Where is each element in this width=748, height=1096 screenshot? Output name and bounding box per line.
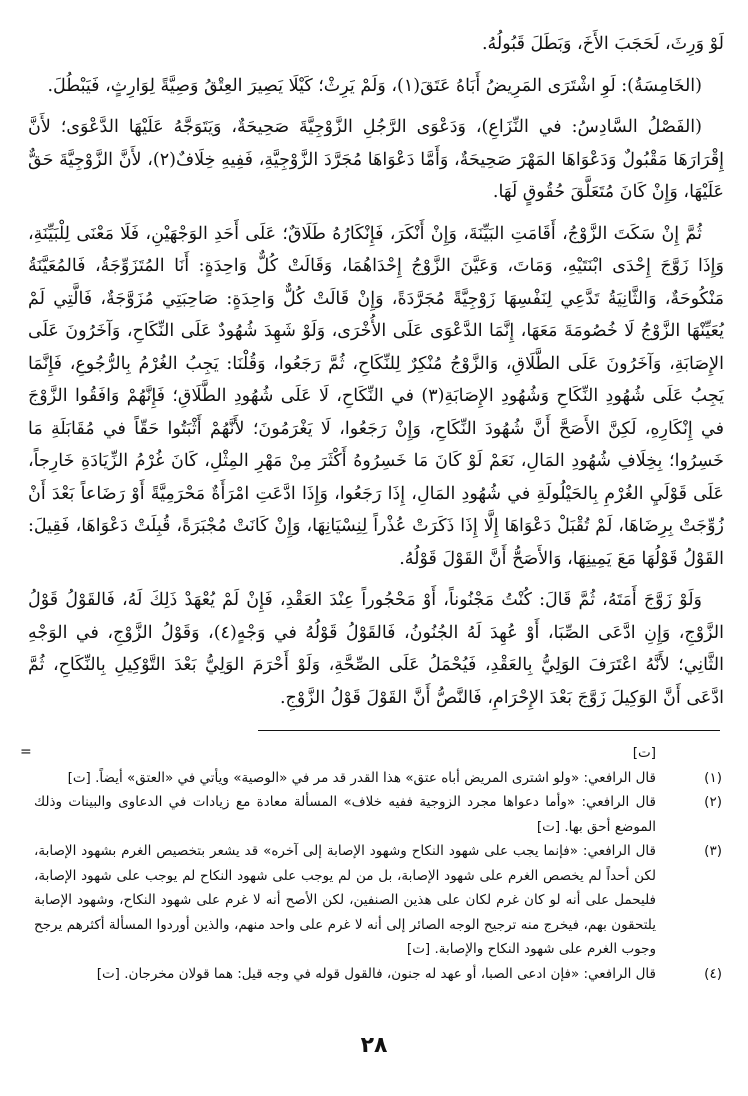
- footnote-continuation-marker: =: [20, 744, 32, 760]
- footnote-number: (٣): [704, 843, 722, 859]
- paragraph-chapter-six: (الفَصْلُ السَّادِسُ: في النِّزَاعِ)، وَدَعْوَى الرَّجُلِ الزَّوْجِيَّةَ صَحِيحَةٌ، وَيَتَوَجَّهُ عَلَيْهَا الدَّعْوَى؛ لأَنَّ إِقْرَارَهَا مَقْبُولٌ وَدَعْوَاهَا المَهْرَ صَحِيحَةٌ، وَأَمَّا دَعْوَاهَا مُجَرَّدَ الزَّوْجِيَّةِ، فَفِيهِ خِلَافٌ(٢)، لأَنَّ الزَّوْجِيَّةَ حَقٌّ عَلَيْهَا، وَإِنْ كَانَ مُتَعَلَّقَ حُقُوقٍ لَهَا.: [28, 117, 724, 202]
- paragraph-husband-silence: ثُمَّ إِنْ سَكَتَ الزَّوْجُ، أَقَامَتِ البَيِّنَةَ، وَإِنْ أَنْكَرَ، فَإِنْكَارُهُ طَلَاقٌ؛ عَلَى أَحَدِ الوَجْهَيْنِ، فَلَا مَعْنَى لِلْبَيِّنَةِ، وَإِذَا زَوَّجَ إِحْدَى ابْنَتَيْهِ، وَمَاتَ، وَعَيَّنَ الزَّوْجُ إِحْدَاهُمَا، وَقَالَتْ كُلٌّ وَاحِدَةٍ: أَنَا المُتَزَوِّجَةُ، فَالمُعَيَّنَةُ مَنْكُوحَةٌ، وَالثَّانِيَةُ تَدَّعِي لِنَفْسِهَا زَوْجِيَّةً مُجَرَّدَةً، وَإِنْ قَالَتْ كُلٌّ وَاحِدَةٍ: صَاحِبَتِي مُزَوَّجَةٌ، فَالَّتِي لَمْ يُعَيِّنْهَا الزَّوْجُ لَا خُصُومَةَ مَعَهَا، إِنَّمَا الدَّعْوَى عَلَى الأُخْرَى، وَلَوْ شَهِدَ شُهُودٌ عَلَى النِّكَاحِ، وَآخَرُونَ عَلَى الإِصَابَةِ، وَآخَرُونَ عَلَى الطَّلَاقِ، وَالزَّوْجُ مُنْكِرٌ لِلنِّكَاحِ، ثُمَّ رَجَعُوا، وَقُلْنَا: يَجِبُ الغُرْمُ بِالرُّجُوعِ، فَإِنَّمَا يَجِبُ عَلَى شُهُودِ النِّكَاحِ وَشُهُودِ الإِصَابَةِ(٣) في النِّكَاحِ، لَا عَلَى شُهُودِ الطَّلَاقِ؛ فَإِنَّهُمْ وَافَقُوا الزَّوْجَ في إِنْكَارِهِ، لَكِنَّ الأَصَحَّ أَنَّ شُهُودَ النِّكَاحِ، وَإِنْ رَجَعُوا، لَا يَغْرَمُونَ؛ لأَنَّهُمْ أَثْبَتُوا حَقّاً في مُقَابَلَةِ مَا خَسِرُوا؛ بِخِلَافِ شُهُودِ المَالِ، نَعَمْ لَوْ كَانَ مَا خَسِرُوهُ أَكْثَرَ مِنْ مَهْرِ المِثْلِ، كَانَ غُرْمُ الزِّيَادَةِ خَارِجاً، عَلَى قَوْلَيِ الغُرْمِ بِالحَيْلُولَةِ في شُهُودِ المَالِ، إِذَا رَجَعُوا، وَإِذَا ادَّعَتِ امْرَأَةٌ مَحْرَمِيَّةً أَوْ رَضَاعاً بَعْدَ أَنْ زُوِّجَتْ بِرِضَاهَا، لَمْ تُقْبَلْ دَعْوَاهَا إِلَّا إِذَا ذَكَرَتْ عُذْراً لِنِسْيَانِهَا، وَإِنْ كَانَتْ مُجْبَرَةً، قُبِلَتْ دَعْوَاهَا، فَقِيلَ: القَوْلُ قَوْلُهَا مَعَ يَمِينِهَا، وَالأَصَحُّ أَنَّ القَوْلَ قَوْلُهُ.: [28, 223, 724, 569]
- paragraph-fifth-issue: (الخَامِسَةُ): لَوِ اشْتَرَى المَرِيضُ أَبَاهُ عَتَقَ(١)، وَلَمْ يَرِثْ؛ كَيْلَا يَصِيرَ العِتْقُ وَصِيَّةً لِوَارِثٍ، فَيَبْطُلَ.: [47, 75, 702, 96]
- footnote-number: (٤): [704, 965, 722, 982]
- main-text-body: [28, 28, 724, 723]
- footnote-carry-over: [ت]: [632, 745, 656, 761]
- footnotes-section: [34, 741, 722, 986]
- paragraph-slave-marriage: وَلَوْ زَوَّجَ أَمَتَهُ، ثُمَّ قَالَ: كُنْتُ مَجْنُوناً، أَوْ مَحْجُوراً عِنْدَ العَقْدِ، فَإِنْ لَمْ يُعْهَدْ ذَلِكَ لَهُ، فَالقَوْلُ قَوْلُ الزَّوْجِ، وَإِنِ ادَّعَى الصِّبَا، أَوْ عُهِدَ لَهُ الجُنُونُ، فَالقَوْلُ قَوْلُهُ في وَجْهٍ(٤)، وَقَوْلُ الزَّوْجِ، في الوَجْهِ الثَّانِي؛ لأَنَّهُ اعْتَرَفَ الوَلِيُّ بِالعَقْدِ، فَيُحْمَلُ عَلَى الصِّحَّةِ، وَلَوْ أَحْرَمَ الوَلِيُّ بَعْدَ التَّوْكِيلِ بِالنِّكَاحِ، ثُمَّ ادَّعَى أَنَّ الوَكِيلَ زَوَّجَ بَعْدَ الإِحْرَامِ، فَالنَّصُّ أَنَّ القَوْلَ قَوْلُ الزَّوْجِ.: [28, 590, 724, 708]
- paragraph-carryover: لَوْ وَرِثَ، لَحَجَبَ الأَخَ، وَبَطَلَ قَبُولُهُ.: [481, 34, 724, 54]
- footnote-text: قال الرافعي: «فإنما يجب على شهود النكاح وشهود الإصابة إلى آخره» قد يشعر بتخصيص الغرم بشهود الإصابة، لكن أحداً لم يخصص الغرم على شهود الإصابة، بل من لم يوجب على شهود النكاح لم يوجب على شهود الإصابة، فليحمل على أنه لو كان غرم لكان على هذين الصنفين، لكن الأصح أنه لا غرم على شهود النكاح، وشهود الإصابة يلتحقون بهم، فيخرج منه ترجيح الوجه الصائر إلى أنه لا غرم على واحد منهم، والذين أوردوا المسألة أكثرهم يرجح وجوب الغرم على شهود النكاح والإصابة. [ت]: [34, 843, 656, 957]
- footnote-item: [34, 962, 722, 987]
- page-number: ٢٨: [360, 1033, 388, 1058]
- footnote-text: قال الرافعي: «فإن ادعى الصبا، أو عهد له جنون، فالقول قوله في وجه قيل: هما قولان مخرجان. [ت]: [96, 965, 656, 982]
- footnote-text: قال الرافعي: «ولو اشترى المريض أباه عتق» هذا القدر قد مر في «الوصية» ويأتي في «العتق» أيضاً. [ت]: [67, 769, 656, 786]
- footnote-item: [34, 790, 722, 839]
- footnote-item: [34, 766, 722, 791]
- footnote-text: قال الرافعي: «وأما دعواها مجرد الزوجية ففيه خلاف» المسألة معادة مع زيادات في الدعاوى والبينات وذلك الموضع أحق بها. [ت]: [34, 794, 656, 835]
- footnote-item: [34, 839, 722, 962]
- footnote-number: (١): [704, 769, 722, 786]
- footnote-separator: [258, 730, 720, 731]
- footnote-number: (٢): [704, 794, 722, 810]
